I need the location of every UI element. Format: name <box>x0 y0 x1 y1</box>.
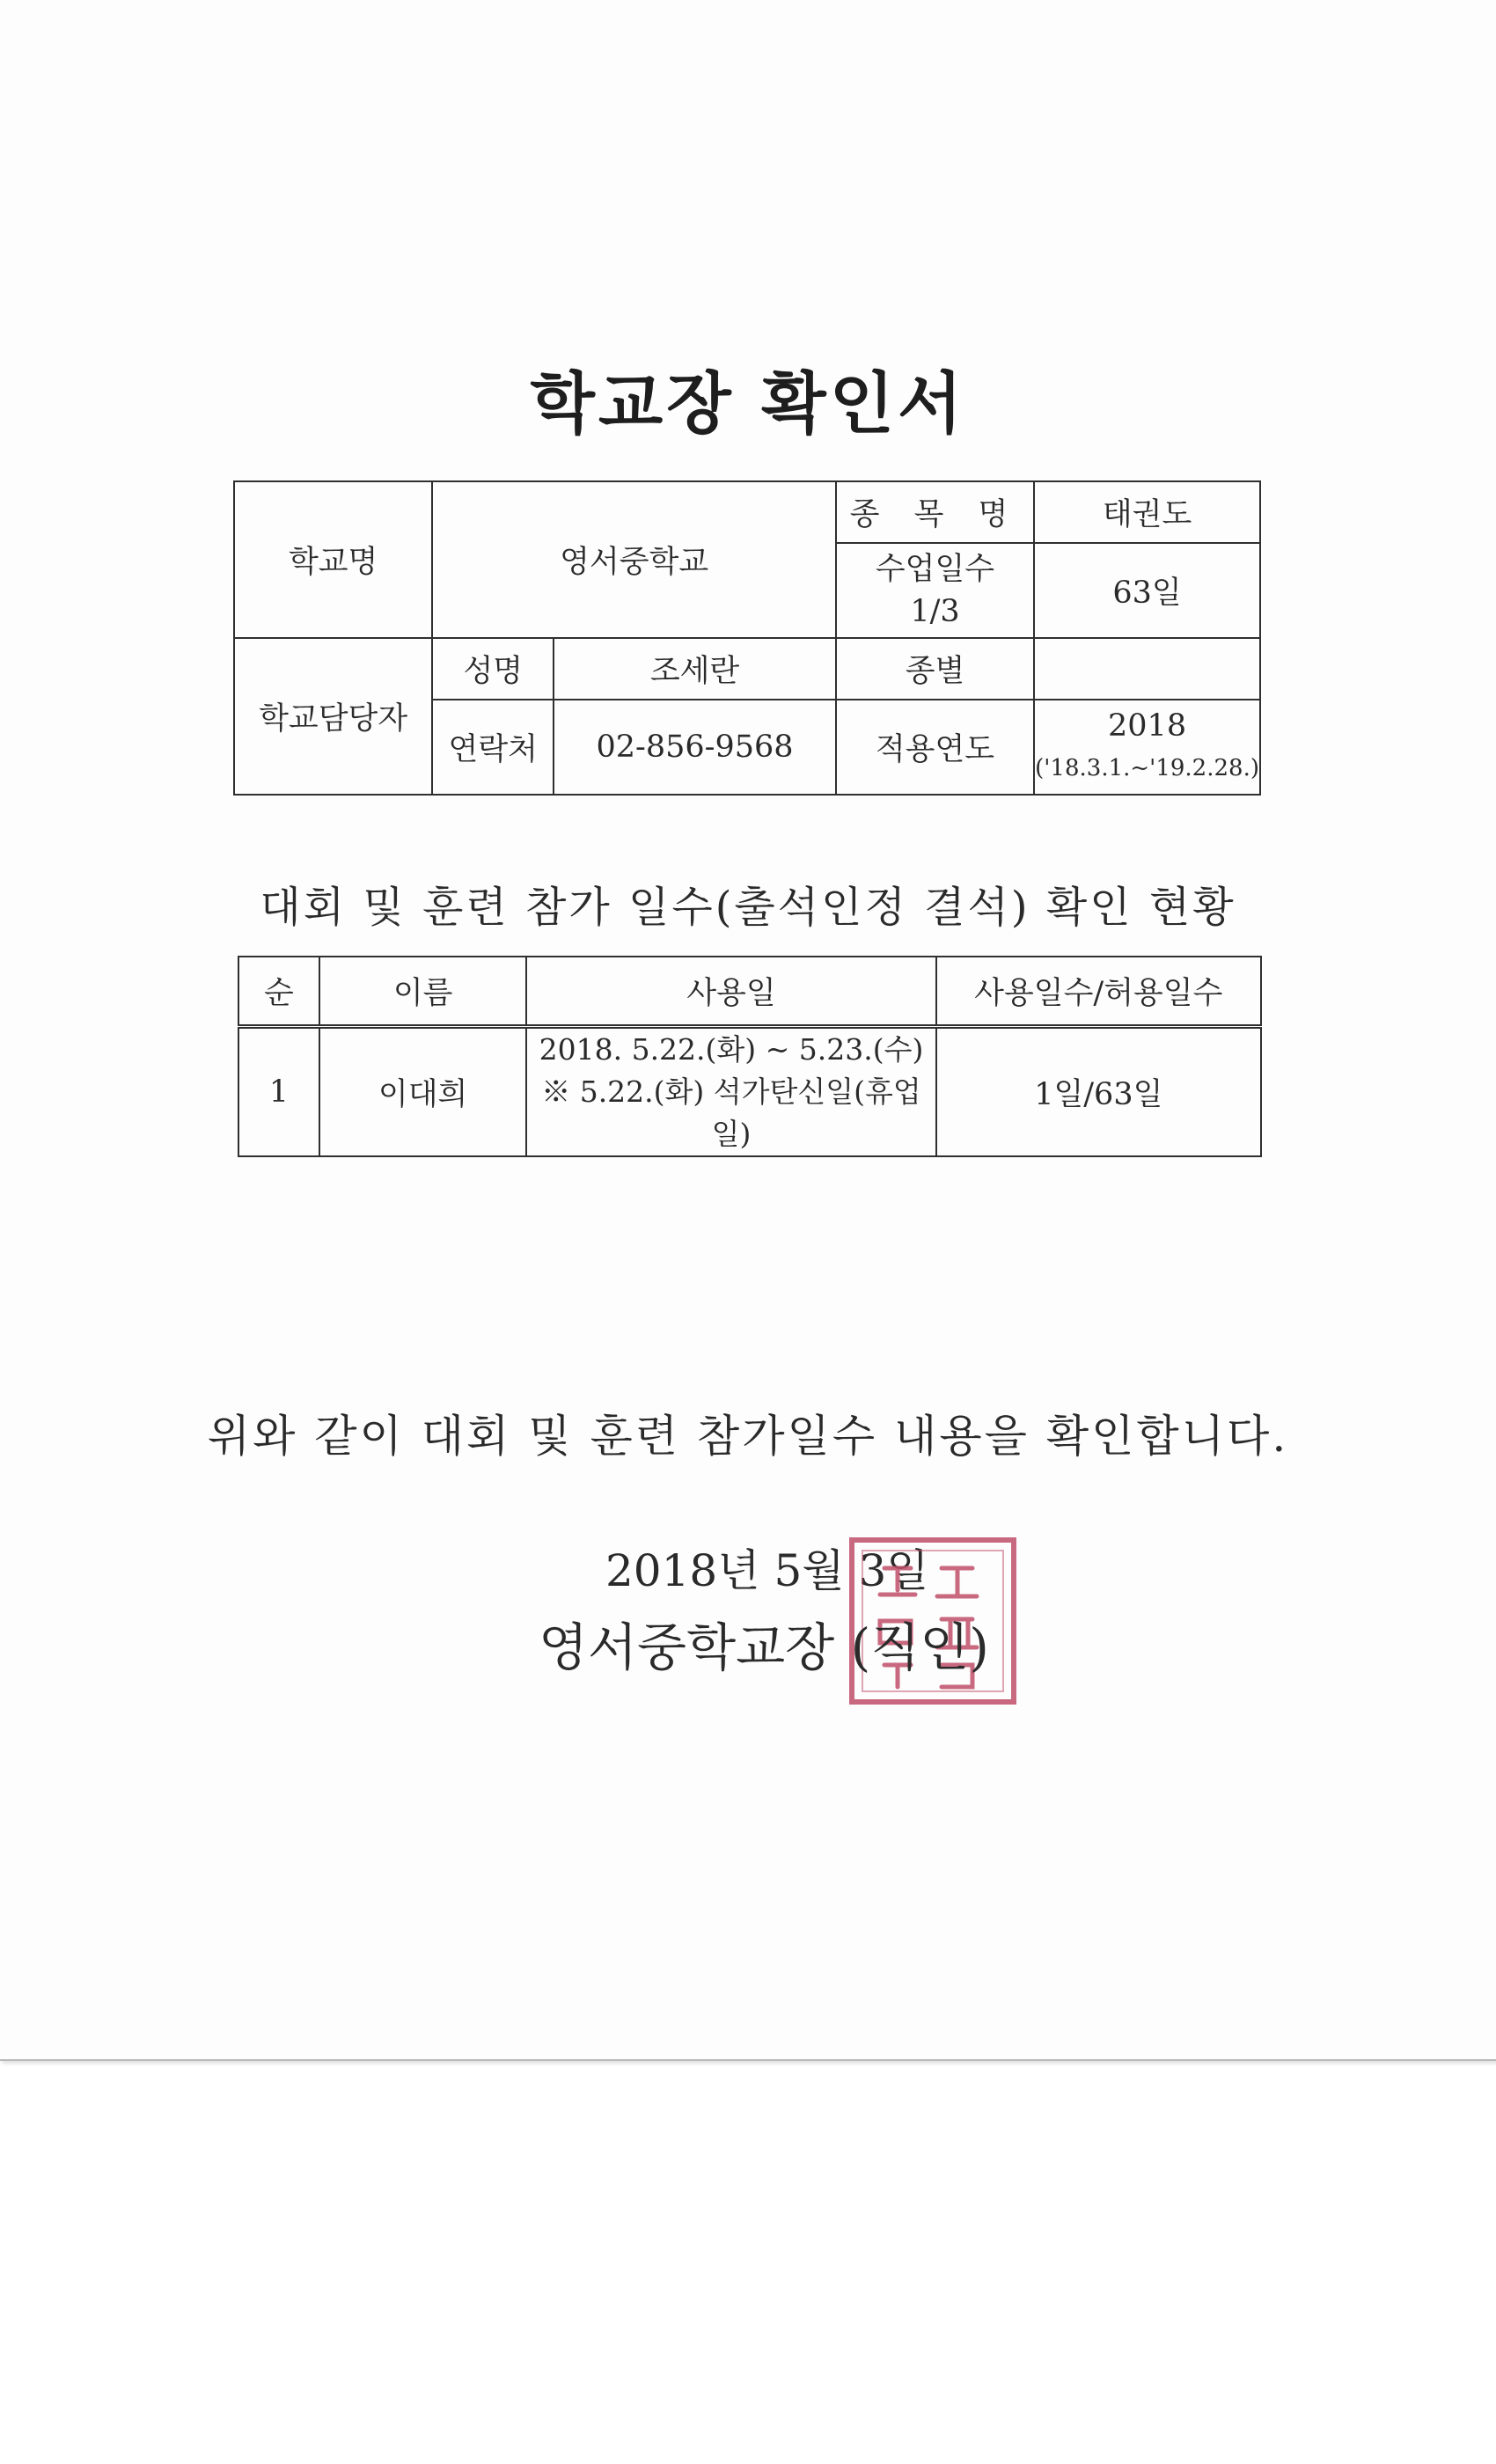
row-no: 1 <box>238 1027 319 1157</box>
class-days-label-line1: 수업일수 <box>875 552 995 587</box>
year-value: 2018 <box>1108 708 1187 744</box>
row-dates <box>526 1027 935 1157</box>
class-days-label-line2: 1/3 <box>910 594 960 629</box>
event-value: 태권도 <box>1034 481 1260 543</box>
usage-subtitle: 대회 및 훈련 참가 일수(출석인정 결석) 확인 현황 <box>260 883 1236 932</box>
name-value: 조세란 <box>554 638 836 700</box>
contact-value: 02-856-9568 <box>554 700 836 795</box>
confirmation-text: 위와 같이 대회 및 훈련 참가일수 내용을 확인합니다. <box>207 1411 1289 1462</box>
contact-label: 연락처 <box>432 700 554 795</box>
staff-label: 학교담당자 <box>234 638 432 795</box>
header-ratio: 사용일수/허용일수 <box>936 957 1261 1027</box>
school-name-label: 학교명 <box>234 481 432 638</box>
year-label: 적용연도 <box>836 700 1034 795</box>
issue-date: 2018년 5월 3일 <box>605 1545 929 1596</box>
school-info-table <box>233 480 1261 796</box>
name-label: 성명 <box>432 638 554 700</box>
school-name-value: 영서중학교 <box>432 481 836 638</box>
row-ratio: 1일/63일 <box>936 1027 1261 1157</box>
row-dates-line2: ※ 5.22.(화) 석가탄신일(휴업일) <box>541 1074 921 1151</box>
header-name: 이름 <box>319 957 527 1027</box>
class-days-label <box>836 543 1034 638</box>
row-dates-line1: 2018. 5.22.(화) ~ 5.23.(수) <box>539 1032 924 1067</box>
table-row <box>238 1027 1261 1157</box>
year-range: ('18.3.1.~'19.2.28.) <box>1035 755 1259 781</box>
usage-table <box>238 956 1262 1157</box>
category-value <box>1034 638 1260 700</box>
header-dates: 사용일 <box>526 957 935 1027</box>
page-title: 학교장 확인서 <box>530 364 966 443</box>
event-label: 종 목 명 <box>836 481 1034 543</box>
class-days-value: 63일 <box>1034 543 1260 638</box>
usage-header-row <box>238 957 1261 1027</box>
row-name: 이대희 <box>319 1027 527 1157</box>
category-label: 종별 <box>836 638 1034 700</box>
signer: 영서중학교장 (직인) <box>539 1617 989 1677</box>
header-no: 순 <box>238 957 319 1027</box>
year-cell <box>1034 700 1260 795</box>
